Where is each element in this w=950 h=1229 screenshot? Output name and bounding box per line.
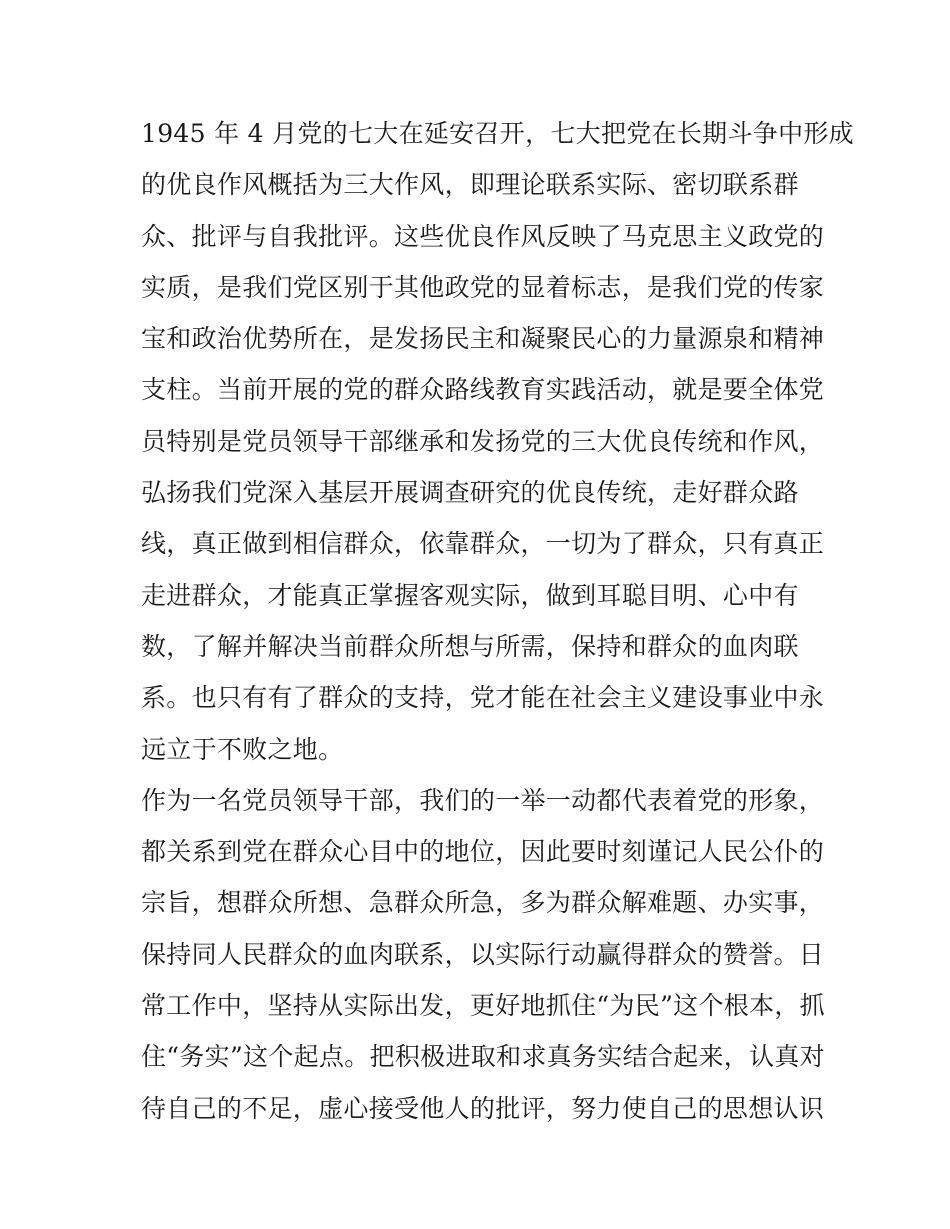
text-line-19: 住“务实”这个起点。把积极进取和求真务实结合起来，认真对	[141, 1042, 825, 1072]
text-line-3: 众、批评与自我批评。这些优良作风反映了马克思主义政党的	[141, 221, 825, 251]
text-line-5: 宝和政治优势所在，是发扬民主和凝聚民心的力量源泉和精神	[141, 324, 825, 354]
text-line-8: 弘扬我们党深入基层开展调查研究的优良传统，走好群众路	[141, 478, 799, 508]
text-line-10: 走进群众，才能真正掌握客观实际，做到耳聪目明、心中有	[141, 580, 799, 610]
text-line-11: 数，了解并解决当前群众所想与所需，保持和群众的血肉联	[141, 631, 799, 661]
text-line-1: 1945 年 4 月党的七大在延安召开，七大把党在长期斗争中形成	[141, 119, 854, 148]
text-line-4: 实质，是我们党区别于其他政党的显着标志，是我们党的传家	[141, 272, 825, 302]
text-line-13: 远立于不败之地。	[141, 734, 344, 764]
text-line-6: 支柱。当前开展的党的群众路线教育实践活动，就是要全体党	[141, 375, 825, 405]
text-line-20: 待自己的不足，虚心接受他人的批评，努力使自己的思想认识	[141, 1093, 825, 1123]
text-line-9: 线，真正做到相信群众，依靠群众，一切为了群众，只有真正	[141, 529, 825, 559]
text-line-14: 作为一名党员领导干部，我们的一举一动都代表着党的形象，	[141, 785, 825, 815]
text-line-17: 保持同人民群众的血肉联系，以实际行动赢得群众的赞誉。日	[141, 939, 825, 969]
text-line-12: 系。也只有有了群众的支持，党才能在社会主义建设事业中永	[141, 683, 825, 713]
text-line-7: 员特别是党员领导干部继承和发扬党的三大优良传统和作风，	[141, 426, 825, 456]
text-line-16: 宗旨，想群众所想、急群众所急，多为群众解难题、办实事，	[141, 888, 825, 918]
body-text	[141, 108, 854, 1134]
text-line-15: 都关系到党在群众心目中的地位，因此要时刻谨记人民公仆的	[141, 837, 825, 867]
text-line-18: 常工作中，坚持从实际出发，更好地抓住“为民”这个根本，抓	[141, 991, 825, 1021]
text-line-2: 的优良作风概括为三大作风，即理论联系实际、密切联系群	[141, 170, 799, 200]
